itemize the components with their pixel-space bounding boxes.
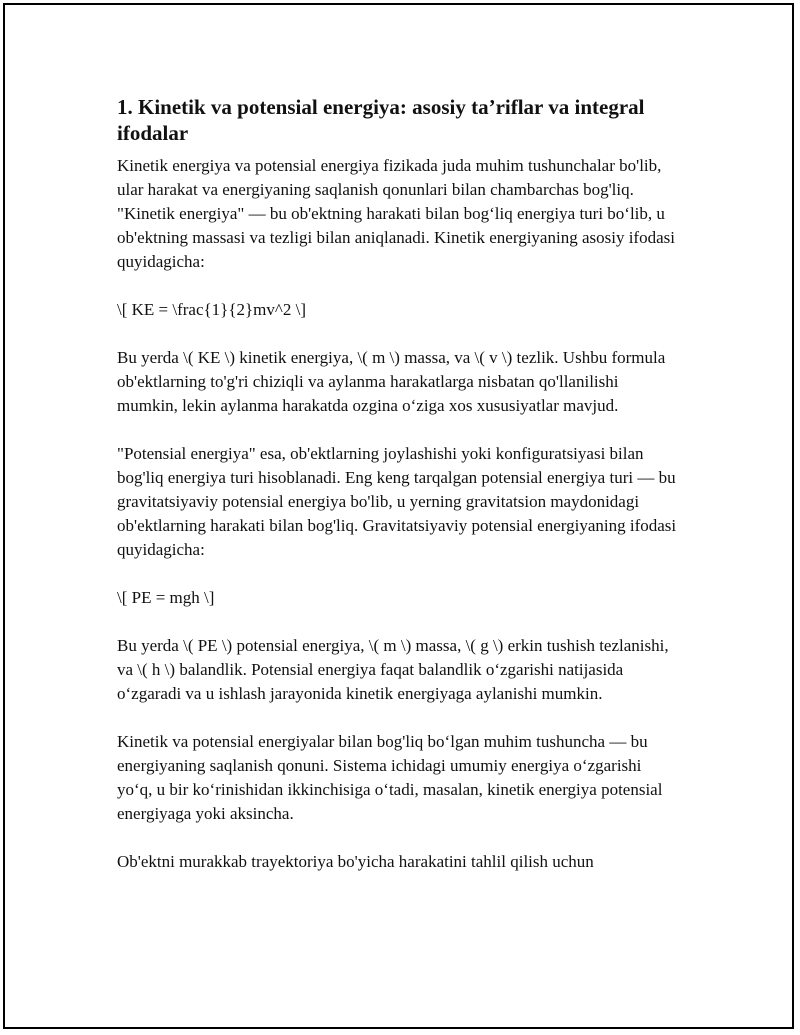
formula-kinetic-energy: \[ KE = \frac{1}{2}mv^2 \]	[117, 300, 306, 319]
section-heading: 1. Kinetik va potensial energiya: asosiy ta’riflar va integral ifodalar	[117, 95, 645, 145]
paragraph-trajectory-analysis: Ob'ektni murakkab trayektoriya bo'yicha harakatini tahlil qilish uchun	[117, 852, 594, 871]
formula-potential-energy: \[ PE = mgh \]	[117, 588, 215, 607]
paragraph-potential-explanation: Bu yerda \( PE \) potensial energiya, \( m \) massa, \( g \) erkin tushish tezlanishi, va \( h \) balandlik. Potensial energiya faqat balandlik o‘zgarishi natijasida o‘zgaradi va u ishlash jarayonida kinetik energiyaga aylanishi mumkin.	[117, 636, 669, 703]
paragraph-kinetic-explanation: Bu yerda \( KE \) kinetik energiya, \( m \) massa, va \( v \) tezlik. Ushbu formula ob'ektlarning to'g'ri chiziqli va aylanma harakatlarga nisbatan qo'llanilishi mumkin, lekin aylanma harakatda ozgina o‘ziga xos xususiyatlar mavjud.	[117, 348, 666, 415]
paragraph-energy-conservation: Kinetik va potensial energiyalar bilan bog'liq bo‘lgan muhim tushuncha — bu energiyaning saqlanish qonuni. Sistema ichidagi umumiy energiya o‘zgarishi yo‘q, u bir ko‘rinishidan ikkinchisiga o‘tadi, masalan, kinetik energiya potensial energiyaga yoki aksincha.	[117, 732, 663, 823]
paragraph-kinetic-intro: Kinetik energiya va potensial energiya fizikada juda muhim tushunchalar bo'lib, ular harakat va energiyaning saqlanish qonunlari bilan chambarchas bog'liq. "Kinetik energiya" — bu ob'ektning harakati bilan bog‘liq energiya turi bo‘lib, u ob'ektning massasi va tezligi bilan aniqlanadi. Kinetik energiyaning asosiy ifodasi quyidagicha:	[117, 156, 675, 271]
paragraph-potential-intro: "Potensial energiya" esa, ob'ektlarning joylashishi yoki konfiguratsiyasi bilan bog'liq energiya turi hisoblanadi. Eng keng tarqalgan potensial energiya turi — bu gravitatsiyaviy potensial energiya bo'lib, u yerning gravitatsion maydonidagi ob'ektlarning harakati bilan bog'liq. Gravitatsiyaviy potensial energiyaning ifodasi quyidagicha:	[117, 444, 677, 559]
document-content	[117, 94, 677, 898]
